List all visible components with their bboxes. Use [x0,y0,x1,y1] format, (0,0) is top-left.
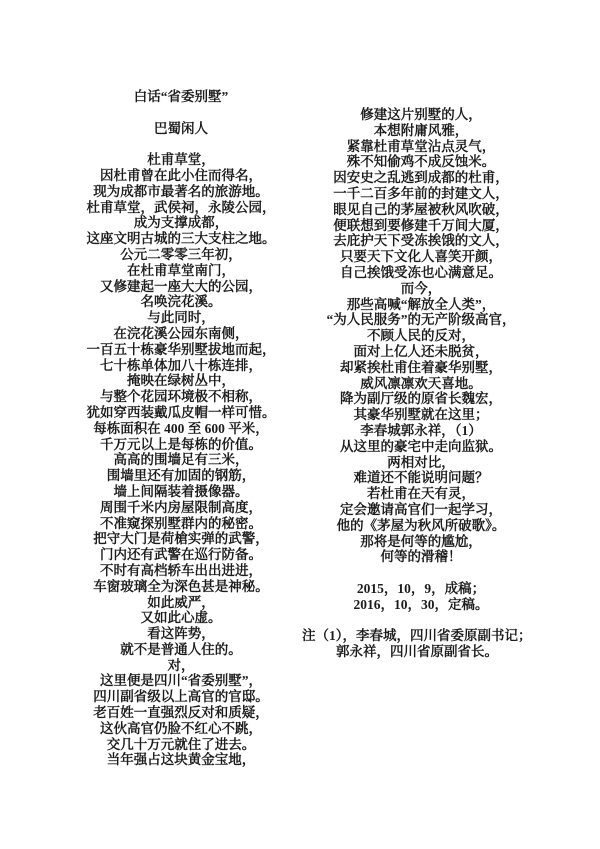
poem-line: 因安史之乱逃到成都的杜甫， [333,170,509,186]
poem-line: 又修建起一座大大的公园， [100,278,262,294]
poem-line: 两相对比， [387,454,455,470]
poem-line: 这伙高官仍脸不红心不跳， [100,720,262,736]
poem-line: 在杜甫草堂南门， [127,262,235,278]
poem-line: 他的《茅屋为秋风所破歌》。 [336,517,506,533]
poem-line: 千万元以上是每栋的价值。 [100,436,262,452]
poem-line: 一千二百多年前的封建文人， [333,185,509,201]
poem-line: 掩映在绿树丛中， [127,373,235,389]
poem-line: 公元二零零三年初， [120,246,242,262]
poem-line: 何等的滑稽！ [380,549,462,565]
poem-line: 周围千米内房屋限制高度， [100,499,262,515]
poem-line: 降为副厅级的原省长魏宏， [340,391,502,407]
poem-line: 把守大门是荷槍实弹的武警， [93,531,269,547]
poem-line: 去庇护天下受冻挨饿的文人， [333,233,509,249]
poem-line: 就不是普通人住的。 [120,641,242,657]
poem-line: 看这阵势， [147,626,215,642]
document-title: 白话“省委别墅” [133,89,229,104]
poem-line: 交几十万元就住了进去。 [106,736,256,752]
poem-line: 墙上间隔装着摄像器。 [113,483,249,499]
poem-line: 与此同时， [147,310,215,326]
spacer [54,105,308,121]
note-line: 注（1），李春城，四川省委原副书记； [302,628,532,644]
poem-line: 难道还不能说明问题？ [353,470,489,486]
spacer [54,136,308,152]
poem-line: 高高的围墙足有三米， [113,452,249,468]
poem-line: 车窗玻璃全为深色甚是神秘。 [93,578,269,594]
poem-line: 杜甫草堂，武侯祠，永陵公园， [86,199,276,215]
poem-line: 在浣花溪公园东南侧， [113,325,249,341]
poem-line: 犹如穿西装戴瓜皮帽一样可惜。 [86,404,276,420]
note-line: 郭永祥，四川省原副省长。 [336,644,498,660]
poem-line: 眼见自己的茅屋被秋风吹破， [333,201,509,217]
poem-line: 老百姓一直强烈反对和质疑， [93,705,269,721]
poem-line: 因杜甫曾在此小住而得名， [100,167,262,183]
poem-line: 不准窥探别墅群内的秘密。 [100,515,262,531]
poem-line: 成为支撑成都， [133,215,229,231]
poem-line: 李春城郭永祥，（1） [360,422,482,438]
poem-line: 不时有高档轿车出出进进， [100,562,262,578]
poem-line: 一百五十栋豪华别墅拔地而起， [86,341,276,357]
poem-line: 如此威严， [147,594,215,610]
poem-line: 杜甫草堂， [147,152,215,168]
poem-line: 又如此心虚。 [140,610,222,626]
poem-line: 修建这片别墅的人， [360,107,482,122]
poem-line: 不顾人民的反对， [367,328,475,344]
poem-line: 只要天下文化人喜笑开颜， [340,249,502,265]
poem-line: 名唤浣花溪。 [140,294,222,310]
poem-line: 对， [167,657,195,673]
poem-line: 每栋面积在 400 至 600 平米， [93,420,269,436]
poem-line: 这里便是四川“省委别墅”， [100,673,262,689]
left-poem [54,152,308,768]
spacer [298,613,544,629]
poem-line: 自己挨饿受冻也心满意足。 [340,264,502,280]
author: 巴蜀闲人 [154,120,208,136]
left-column [54,89,308,768]
poem-line: 其豪华别墅就在这里； [353,407,489,423]
poem-line: 门内还有武警在巡行防备。 [100,547,262,563]
poem-line: 若杜甫在天有灵， [367,486,475,502]
right-poem [298,107,544,565]
poem-line: 围墙里还有加固的钢筋， [106,468,256,484]
poem-line: 本想附庸风雅， [373,122,469,138]
poem-line: 现为成都市最著名的旅游地。 [93,183,269,199]
date-block [298,581,544,613]
spacer [298,565,544,581]
poem-line: 殊不知偷鸡不成反蚀米。 [346,154,496,170]
poem-line: 那将是何等的尴尬， [360,533,482,549]
poem-line: 这座文明古城的三大支柱之地。 [86,231,276,247]
date-line: 2016，10，30，定稿。 [353,596,489,612]
poem-line: “为人民服务”的无产阶级高官， [326,312,516,328]
poem-line: 那些高喊“解放全人类”， [346,296,496,312]
poem-line: 与整个花园环境极不相称， [100,389,262,405]
date-line: 2015，10，9，成稿； [356,580,486,596]
poem-line: 而今， [400,280,442,296]
right-column [298,107,544,660]
poem-line: 七十栋单体加八十栋连排， [100,357,262,373]
poem-line: 定会邀请高官们一起学习， [340,501,502,517]
footnote-block [298,628,544,660]
poem-line: 四川副省级以上高官的官邸。 [93,689,269,705]
poem-line: 威风凛凛欢天喜地。 [360,375,482,391]
poem-line: 紧靠杜甫草堂沾点灵气， [346,138,496,154]
poem-line: 却紧挨杜甫住着豪华别墅， [340,359,502,375]
poem-line: 从这里的豪宅中走向监狱。 [340,438,502,454]
poem-line: 面对上亿人还未脱贫， [353,343,489,359]
poem-line: 当年强占这块黄金宝地， [106,752,256,768]
poem-line: 便联想到要修建千万间大厦， [333,217,509,233]
